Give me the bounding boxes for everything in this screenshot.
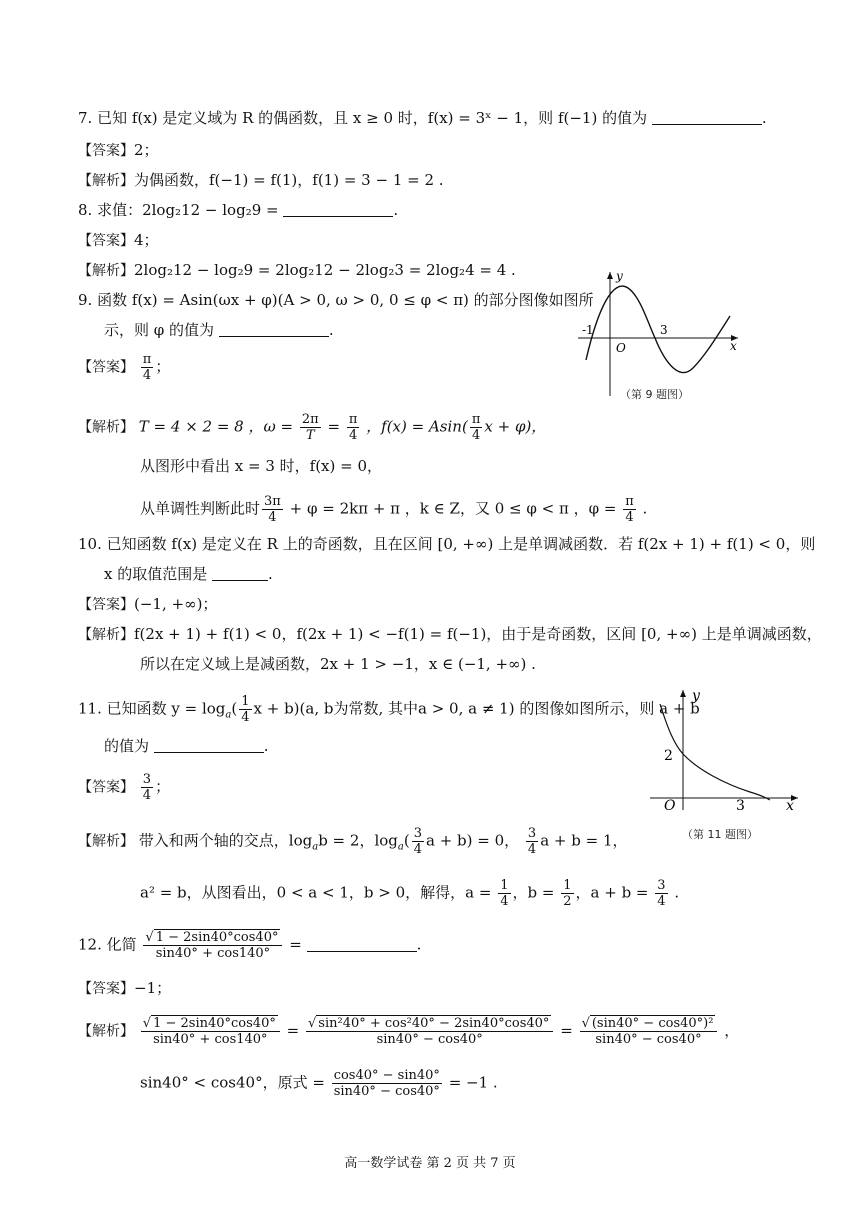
math-text: a + b = 1， — [540, 831, 628, 850]
q9-question-text2: 示，则 φ 的值为 — [104, 321, 215, 339]
q9-graph — [578, 268, 748, 398]
q8-answer-blank — [283, 202, 393, 217]
q8-analysis-text: 2log₂12 − log₂9 = 2log₂12 − 2log₂3 = 2log₂4 = 4 . — [134, 261, 516, 279]
frac — [300, 412, 321, 443]
frac-num: 3 — [657, 878, 666, 893]
q11-answer — [78, 772, 170, 803]
frac-num: 1 — [563, 878, 572, 893]
frac — [262, 494, 283, 525]
q11-analysis-line1 — [78, 826, 628, 858]
frac-num: √ sin²40° + cos²40° − 2sin40°cos40° — [306, 1016, 553, 1032]
y-axis-arrow — [680, 690, 686, 697]
q10-question-text: 10. 已知函数 f(x) 是定义在 R 上的奇函数，且在区间 [0, +∞) 上是单调减函数．若 f(2x + 1) + f(1) < 0，则 — [78, 535, 816, 553]
q10-analysis-text: f(2x + 1) + f(1) < 0，f(2x + 1) < −f(1) = f(−1)，由于是奇函数，区间 [0, +∞) 上是单调减函数， — [134, 625, 822, 643]
answer-tag: 【答案】 — [78, 233, 134, 249]
frac — [470, 412, 483, 443]
math-text: = — [327, 417, 341, 436]
q10-question-text2: x 的取值范围是 — [104, 565, 208, 583]
q9-analysis-line3 — [140, 494, 647, 525]
analysis-tag: 【解析】 — [78, 263, 134, 279]
math-text: ( — [231, 699, 238, 718]
y-label: y — [616, 269, 623, 283]
answer-tag: 【答案】 — [78, 597, 134, 613]
q11-answer-blank — [154, 738, 264, 753]
q9-question-text: 9. 函数 f(x) = Asin(ωx + φ)(A > 0, ω > 0, 0 ≤ φ < π) 的部分图像如图所 — [78, 291, 594, 309]
tick-neg-label: -1 — [582, 323, 594, 337]
analysis-tag: 【解析】 — [78, 419, 134, 436]
q9-figure-caption: （第 9 题图） — [620, 388, 689, 401]
q10-answer — [78, 594, 217, 615]
q10-answer-value: (−1, +∞)； — [134, 595, 218, 613]
q7-analysis-text: 为偶函数，f(−1) = f(1)，f(1) = 3 − 1 = 2 . — [134, 171, 444, 189]
q11-analysis-line2 — [140, 878, 679, 909]
q9-answer — [78, 352, 170, 383]
frac — [623, 494, 636, 525]
log-base: a — [225, 709, 232, 721]
math-text: 从单调性判断此时 — [140, 499, 261, 518]
math-text: = — [560, 1021, 573, 1040]
origin-label: O — [616, 341, 626, 355]
frac-num: 3π — [264, 494, 281, 509]
frac — [239, 694, 251, 725]
math-text: = — [289, 935, 302, 954]
frac-num: 3 — [413, 826, 422, 841]
answer-tag: 【答案】 — [78, 143, 134, 159]
frac-den: sin40° − cos40° — [376, 1032, 483, 1047]
frac-num: π — [625, 494, 634, 509]
analysis-tag: 【解析】 — [78, 627, 134, 643]
origin-label: O — [664, 798, 676, 814]
punct: ， — [724, 1021, 740, 1040]
sqrt-content: sin²40° + cos²40° − 2sin40°cos40° — [318, 1016, 550, 1031]
frac-den: 4 — [142, 368, 152, 383]
frac-den: sin40° + cos140° — [155, 946, 271, 961]
frac-num: cos40° − sin40° — [333, 1068, 440, 1083]
punct: ； — [155, 357, 171, 376]
math-text: x + φ)， — [484, 417, 547, 436]
q9-analysis-line2 — [140, 456, 382, 476]
x-label: x — [786, 798, 794, 814]
q9-answer-blank — [219, 322, 329, 337]
analysis-tag: 【解析】 — [78, 173, 134, 189]
y-label: y — [692, 688, 700, 704]
q7-analysis — [78, 170, 444, 191]
sqrt-content: 1 − 2sin40°cos40° — [155, 930, 279, 945]
q12-analysis-line1 — [78, 1016, 739, 1047]
frac-den: 4 — [625, 510, 634, 525]
frac-num: 2π — [301, 412, 319, 427]
q9-analysis-text2: 从图形中看出 x = 3 时，f(x) = 0， — [140, 457, 383, 475]
q9-answer-frac — [141, 352, 154, 383]
tick-x-label: 3 — [736, 798, 745, 814]
answer-tag: 【答案】 — [78, 779, 134, 796]
math-text: ，b = — [512, 883, 555, 902]
analysis-tag: 【解析】 — [78, 833, 134, 850]
frac-den: 4 — [471, 428, 481, 443]
frac-den: 4 — [527, 842, 537, 857]
frac-den: sin40° − cos40° — [595, 1032, 702, 1047]
q11-figure-caption: （第 11 题图） — [682, 828, 758, 841]
log-curve — [660, 704, 770, 800]
punct: ； — [155, 777, 171, 796]
page-footer: 高一数学试卷 第 2 页 共 7 页 — [344, 1156, 516, 1171]
frac — [141, 1016, 280, 1047]
q10-question-line2: x 的取值范围是 . — [104, 565, 273, 583]
frac-num: 3 — [142, 772, 152, 787]
q11-answer-frac — [141, 772, 153, 803]
math-text: 11. 已知函数 y = log — [78, 699, 226, 718]
q10-analysis-line2 — [140, 654, 536, 674]
math-text: ，f(x) = Asin( — [366, 417, 468, 436]
frac — [332, 1068, 442, 1099]
math-text: 12. 化简 — [78, 935, 137, 954]
q12-answer-blank — [307, 937, 417, 952]
frac-den: 4 — [500, 894, 509, 909]
math-text: x + b)(a, b为常数, 其中a > 0, a ≠ 1) 的图像如图所示，则 a + b — [253, 699, 700, 718]
q7-question-text: 7. 已知 f(x) 是定义域为 R 的偶函数，且 x ≥ 0 时，f(x) = 3ˣ − 1，则 f(−1) 的值为 — [78, 109, 648, 127]
frac-num: π — [471, 412, 481, 427]
math-text: = — [286, 1021, 300, 1040]
math-text: + φ = 2kπ + π ，k ∈ Z，又 0 ≤ φ < π ，φ = — [289, 499, 617, 518]
math-text: ，a + b = — [575, 883, 649, 902]
q7-answer-blank — [652, 110, 762, 125]
q10-analysis-line1 — [78, 624, 822, 645]
analysis-tag: 【解析】 — [78, 1023, 134, 1040]
frac-den: 4 — [348, 428, 358, 443]
x-label: x — [730, 339, 737, 353]
q12-question: 12. 化简 $\frac{√ 1 - 2\sin 40^\circ\cos 40^\circ}{\sin 40^\circ + \cos 140^\circ}$ = . — [78, 930, 422, 961]
answer-tag: 【答案】 — [78, 981, 134, 997]
tick-y-label: 2 — [664, 748, 673, 764]
punct: . — [642, 499, 648, 518]
q11-question-line1 — [78, 694, 700, 726]
frac-num: √ 1 − 2sin40°cos40° — [141, 1016, 280, 1032]
math-text: 带入和两个轴的交点，log — [138, 831, 313, 850]
q9-question-line1 — [78, 290, 594, 310]
q8-answer-value: 4； — [134, 231, 159, 249]
q10-question-line1 — [78, 534, 815, 554]
frac-num: 1 — [500, 878, 509, 893]
frac-den: 4 — [413, 842, 422, 857]
punct: . — [674, 883, 680, 902]
q8-question: 8. 求值：2log₂12 − log₂9 = . — [78, 201, 399, 219]
frac — [498, 878, 510, 909]
frac-num: 3 — [527, 826, 537, 841]
q11-graph — [650, 684, 810, 819]
math-text: = −1 . — [448, 1073, 498, 1092]
q11-question-text2: 的值为 — [104, 737, 150, 755]
q10-answer-blank — [212, 566, 268, 581]
math-text: ( — [403, 831, 410, 850]
frac-den: 4 — [657, 894, 666, 909]
q10-analysis-text2: 所以在定义域上是减函数，2x + 1 > −1，x ∈ (−1, +∞) . — [140, 655, 536, 673]
frac — [526, 826, 538, 857]
q7-answer — [78, 140, 159, 161]
q9-question-line2: 示，则 φ 的值为 . — [104, 321, 334, 339]
q7-question: 7. 已知 f(x) 是定义域为 R 的偶函数，且 x ≥ 0 时，f(x) = 3ˣ − 1，则 f(−1) 的值为 . — [78, 109, 767, 127]
frac — [347, 412, 360, 443]
frac-den: sin40° − cos40° — [333, 1084, 440, 1099]
frac-num: π — [348, 412, 358, 427]
math-text: a² = b，从图看出，0 < a < 1，b > 0，解得，a = — [140, 883, 492, 902]
q11-question-line2: 的值为 . — [104, 737, 269, 755]
frac-den: 2 — [563, 894, 572, 909]
sqrt-content: 1 − 2sin40°cos40° — [153, 1016, 276, 1031]
frac-num: √ 1 − 2sin40°cos40° — [143, 930, 282, 946]
sqrt-content: (sin40° − cos40°)² — [591, 1016, 714, 1031]
y-axis-arrow — [607, 272, 613, 279]
answer-tag: 【答案】 — [78, 359, 134, 376]
math-text: a + b) = 0， — [425, 831, 520, 850]
q8-answer — [78, 230, 159, 251]
math-text: b = 2，log — [318, 831, 398, 850]
log-base: a — [312, 841, 319, 853]
frac-num: π — [142, 352, 152, 367]
tick-pos-label: 3 — [660, 323, 668, 337]
q7-answer-value: 2； — [134, 141, 159, 159]
q12-answer — [78, 978, 171, 999]
frac-num: 1 — [241, 694, 250, 709]
log-base: a — [397, 841, 404, 853]
frac — [306, 1016, 553, 1047]
frac — [412, 826, 424, 857]
q8-question-text: 8. 求值：2log₂12 − log₂9 = — [78, 201, 279, 219]
frac — [580, 1016, 718, 1047]
math-text: T = 4 × 2 = 8 ，ω = — [138, 417, 294, 436]
frac — [655, 878, 667, 909]
frac-den: 4 — [268, 510, 277, 525]
q12-answer-value: −1； — [134, 979, 172, 997]
frac-num: √ (sin40° − cos40°)² — [580, 1016, 718, 1032]
frac-den: 4 — [142, 788, 152, 803]
frac — [561, 878, 573, 909]
math-text: sin40° < cos40°，原式 = — [140, 1073, 325, 1092]
q12-analysis-line2 — [140, 1068, 498, 1099]
q8-analysis — [78, 260, 516, 281]
frac-den: sin40° + cos140° — [153, 1032, 268, 1047]
frac-den: T — [305, 428, 315, 443]
sine-curve — [586, 286, 730, 372]
frac — [143, 930, 282, 961]
frac-den: 4 — [241, 710, 250, 725]
q9-analysis-line1 — [78, 412, 546, 443]
